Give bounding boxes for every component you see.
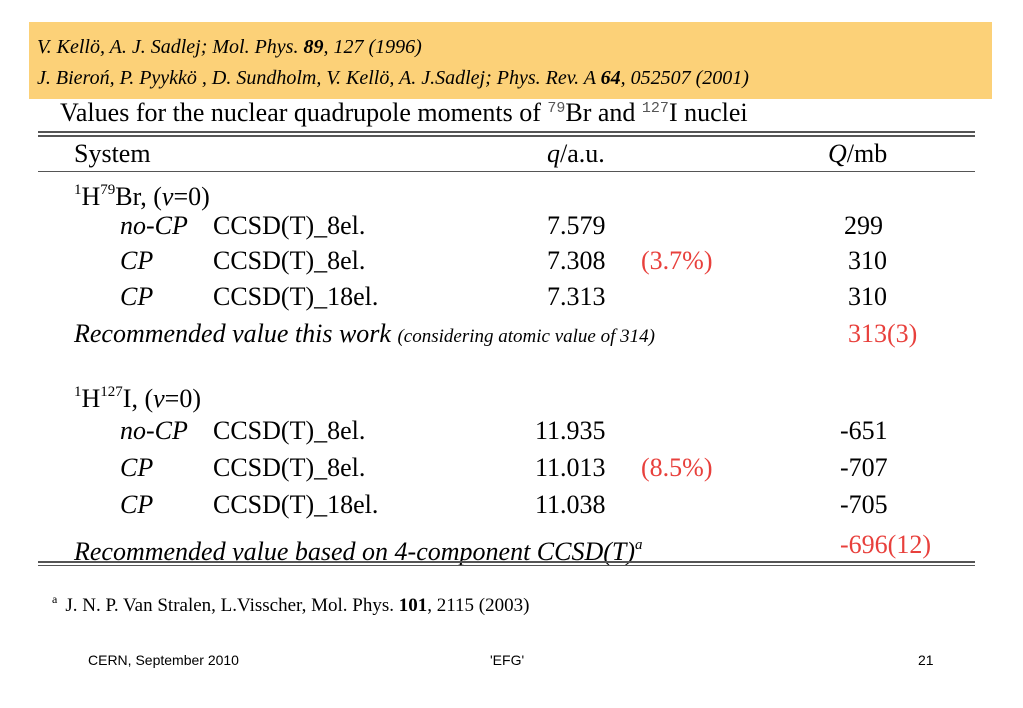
row-percentage: (3.7%) <box>641 246 713 275</box>
reference-2 <box>37 63 992 94</box>
row-Q-value: 299 <box>844 211 883 240</box>
footnote: $^a$ J. N. P. Van Stralen, L.Visscher, Mol. Phys. 101, 2115 (2003) <box>52 592 530 616</box>
table-title: Values for the nuclear quadrupole moments of $^{79}$Br and $^{127}$I nuclei <box>60 98 748 127</box>
column-header-Q: Q/mb <box>828 139 888 168</box>
recommended-value-hbr-number: 313(3) <box>848 319 918 348</box>
row-Q-value: -651 <box>840 416 888 445</box>
column-header-system: System <box>74 139 151 168</box>
reference-2-pages: , 052507 (2001) <box>620 67 749 89</box>
iodine-mass-number: 127 <box>641 100 669 117</box>
references-box <box>29 22 992 99</box>
top-rule-2 <box>38 135 975 137</box>
row-label: CP <box>120 246 154 275</box>
section-title-hi: $^1H^{127}I$, (v=0) <box>74 384 201 413</box>
reference-1-pages: , 127 (1996) <box>323 36 422 58</box>
recommended-value-hi-number: -696(12) <box>840 530 931 559</box>
row-Q-value: 310 <box>848 282 887 311</box>
row-method: CCSD(T)_8el. <box>213 453 366 482</box>
row-label: CP <box>120 453 154 482</box>
row-method: CCSD(T)_18el. <box>213 490 379 519</box>
header-rule <box>38 171 975 172</box>
row-Q-value: -707 <box>840 453 888 482</box>
row-q-value: 7.579 <box>547 211 606 240</box>
bottom-rule-2 <box>38 565 975 566</box>
recommended-value-hi: Recommended value based on 4-component $CCSD(T)^a$ <box>74 537 643 566</box>
row-method: CCSD(T)_8el. <box>213 211 366 240</box>
reference-1-volume: 89 <box>303 36 324 58</box>
row-q-value: 7.308 <box>547 246 606 275</box>
reference-2-authors: J. Bieroń, P. Pyykkö , D. Sundholm, V. Kellö, A. J.Sadlej; Phys. Rev. A <box>37 67 601 89</box>
column-header-q: q/a.u. <box>547 139 605 168</box>
row-Q-value: -705 <box>840 490 888 519</box>
reference-1 <box>37 32 992 63</box>
row-Q-value: 310 <box>848 246 887 275</box>
row-percentage: (8.5%) <box>641 453 713 482</box>
row-q-value: 11.038 <box>535 490 606 519</box>
row-label: no-CP <box>120 416 188 445</box>
footnote-mark: a <box>52 592 58 606</box>
row-label: CP <box>120 282 154 311</box>
recommended-value-hbr: Recommended value this work (considering atomic value of 314) <box>74 319 655 348</box>
section-title-hbr: $^1H^{79}Br$, (v=0) <box>74 182 210 211</box>
footer-left: CERN, September 2010 <box>88 652 239 668</box>
row-method: CCSD(T)_18el. <box>213 282 379 311</box>
page-number: 21 <box>918 652 934 668</box>
row-method: CCSD(T)_8el. <box>213 416 366 445</box>
reference-1-authors: V. Kellö, A. J. Sadlej; Mol. Phys. <box>37 36 304 58</box>
row-label: CP <box>120 490 154 519</box>
reference-2-volume: 64 <box>600 67 621 89</box>
row-label: no-CP <box>120 211 188 240</box>
bottom-rule-1 <box>38 561 975 563</box>
row-q-value: 11.013 <box>535 453 606 482</box>
top-rule-1 <box>38 131 975 133</box>
row-q-value: 7.313 <box>547 282 606 311</box>
row-q-value: 11.935 <box>535 416 606 445</box>
footer-center: 'EFG' <box>490 652 525 668</box>
bromine-mass-number: 79 <box>547 100 566 117</box>
row-method: CCSD(T)_8el. <box>213 246 366 275</box>
